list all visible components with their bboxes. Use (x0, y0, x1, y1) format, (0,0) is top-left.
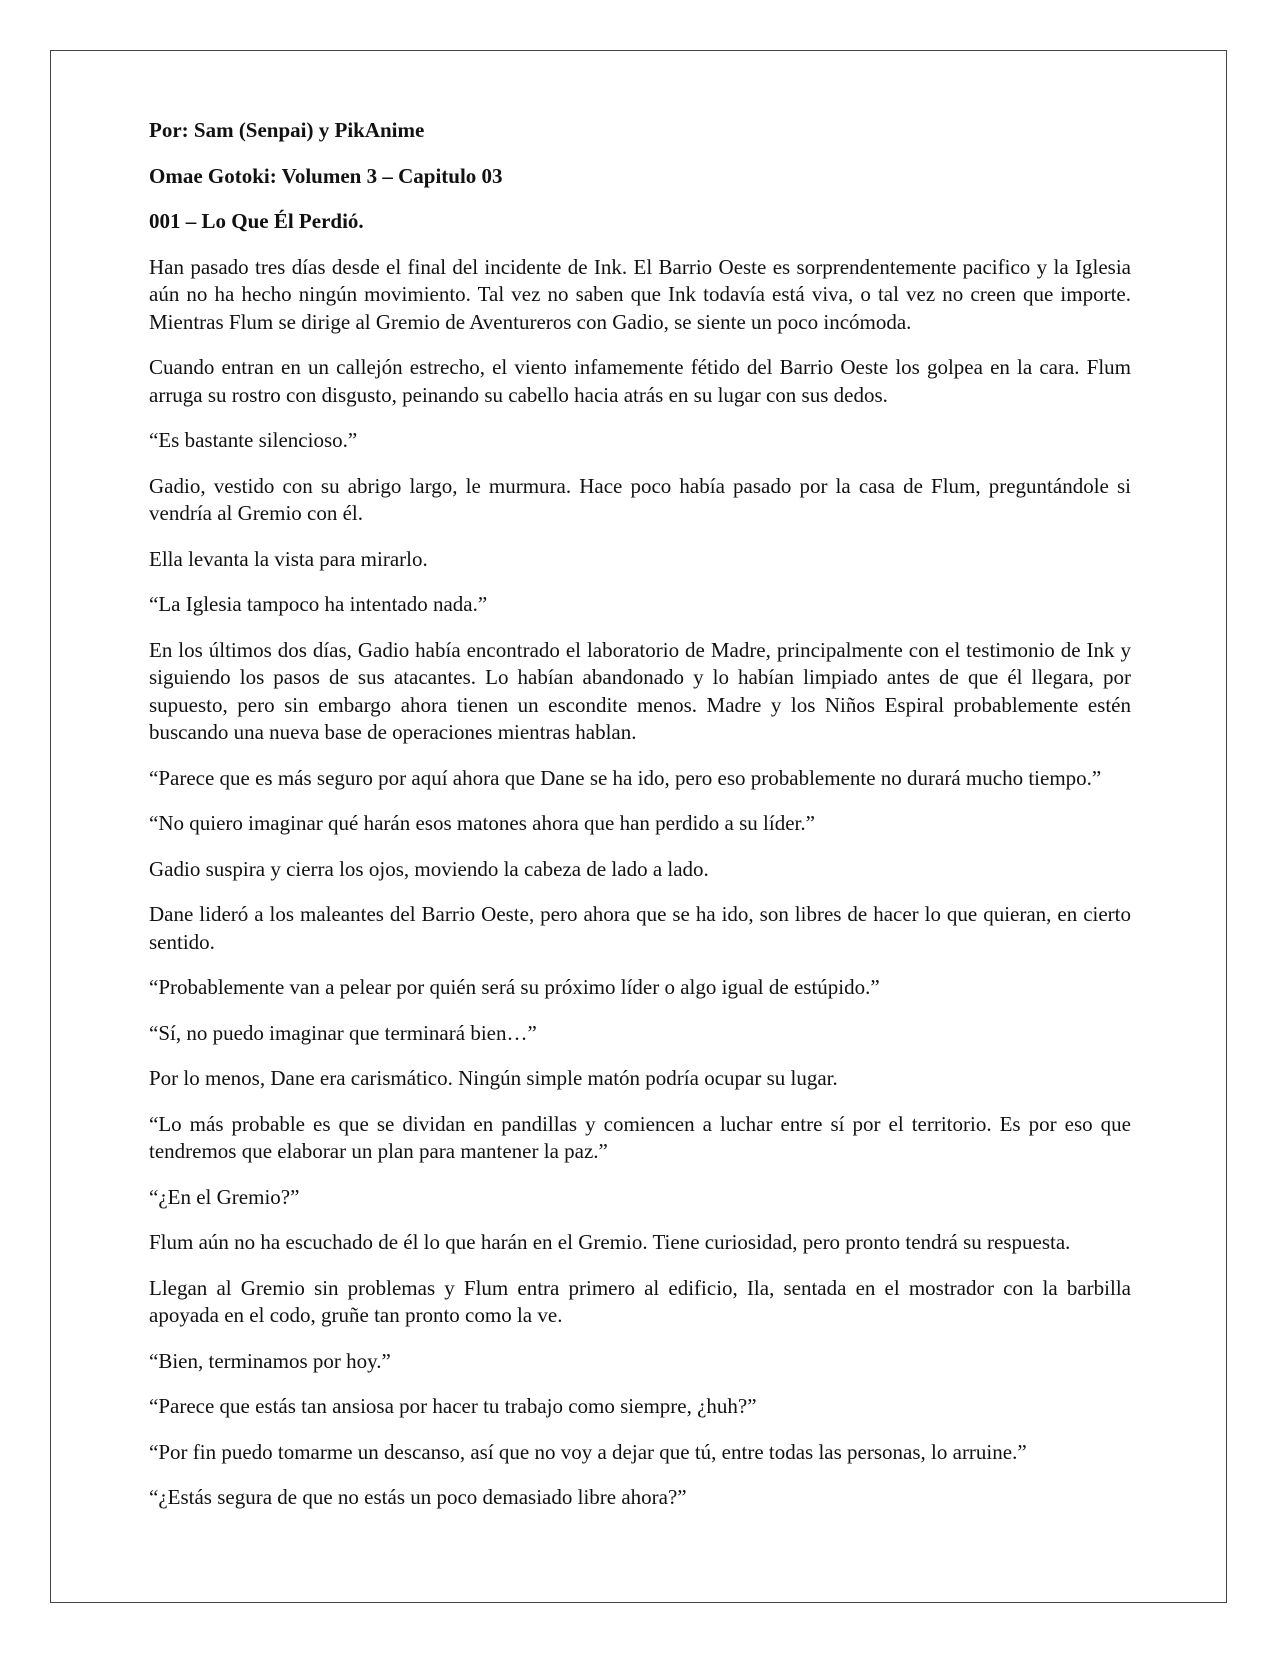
paragraph: Por lo menos, Dane era carismático. Ningún simple matón podría ocupar su lugar. (149, 1066, 838, 1090)
paragraph: “Parece que estás tan ansiosa por hacer tu trabajo como siempre, ¿huh?” (149, 1394, 757, 1418)
paragraph: Gadio, vestido con su abrigo largo, le murmura. Hace poco había pasado por la casa de Flum, preguntándole si vendría al Gremio con él. (149, 473, 1131, 525)
paragraph: Cuando entran en un callejón estrecho, el viento infamemente fétido del Barrio Oeste los golpea en la cara. Flum arruga su rostro con disgusto, peinando su cabello hacia atrás en su lugar con sus dedos. (149, 355, 1131, 407)
paragraph: “¿En el Gremio?” (149, 1184, 300, 1209)
paragraph: Dane lideró a los maleantes del Barrio Oeste, pero ahora que se ha ido, son libres de hacer lo que quieran, en cierto sentido. (149, 902, 1131, 954)
paragraph: Ella levanta la vista para mirarlo. (149, 546, 428, 571)
section-title: 001 – Lo Que Él Perdió. (149, 209, 364, 233)
paragraph: Llegan al Gremio sin problemas y Flum entra primero al edificio, Ila, sentada en el mostrador con la barbilla apoyada en el codo, gruñe tan pronto como la ve. (149, 1275, 1131, 1327)
paragraph: “Es bastante silencioso.” (149, 428, 358, 452)
paragraph: Han pasado tres días desde el final del incidente de Ink. El Barrio Oeste es sorprendentemente pacifico y la Iglesia aún no ha hecho ningún movimiento. Tal vez no saben que Ink todavía está viva, o tal vez no creen que importe. Mientras Flum se dirige al Gremio de Aventureros con Gadio, se siente un poco incómoda. (149, 254, 1131, 334)
paragraph: “Lo más probable es que se dividan en pandillas y comiencen a luchar entre sí por el territorio. Es por eso que tendremos que elaborar un plan para mantener la paz.” (149, 1111, 1131, 1163)
paragraph: Flum aún no ha escuchado de él lo que harán en el Gremio. Tiene curiosidad, pero pronto tendrá su respuesta. (149, 1230, 1071, 1254)
volume-chapter-title: Omae Gotoki: Volumen 3 – Capitulo 03 (149, 163, 503, 188)
paragraph: “Sí, no puedo imaginar que terminará bien…” (149, 1020, 537, 1045)
paragraph: “La Iglesia tampoco ha intentado nada.” (149, 592, 488, 616)
paragraph: “Parece que es más seguro por aquí ahora que Dane se ha ido, pero eso probablemente no durará mucho tiempo.” (149, 765, 1102, 790)
paragraph: “No quiero imaginar qué harán esos matones ahora que han perdido a su líder.” (149, 811, 815, 835)
paragraph: “Bien, terminamos por hoy.” (149, 1348, 391, 1373)
paragraph: “Probablemente van a pelear por quién será su próximo líder o algo igual de estúpido.” (149, 975, 880, 999)
document-body (149, 117, 1131, 1530)
paragraph: Gadio suspira y cierra los ojos, moviendo la cabeza de lado a lado. (149, 856, 709, 881)
paragraph: En los últimos dos días, Gadio había encontrado el laboratorio de Madre, principalmente con el testimonio de Ink y siguiendo los pasos de sus atacantes. Lo habían abandonado y lo habían limpiado antes de que él llegara, por supuesto, pero sin embargo ahora tienen un escondite menos. Madre y los Niños Espiral probablemente estén buscando una nueva base de operaciones mientras hablan. (149, 637, 1131, 744)
paragraph: “¿Estás segura de que no estás un poco demasiado libre ahora?” (149, 1485, 687, 1509)
paragraph: “Por fin puedo tomarme un descanso, así que no voy a dejar que tú, entre todas las personas, lo arruine.” (149, 1439, 1027, 1464)
author-credit: Por: Sam (Senpai) y PikAnime (149, 118, 425, 142)
